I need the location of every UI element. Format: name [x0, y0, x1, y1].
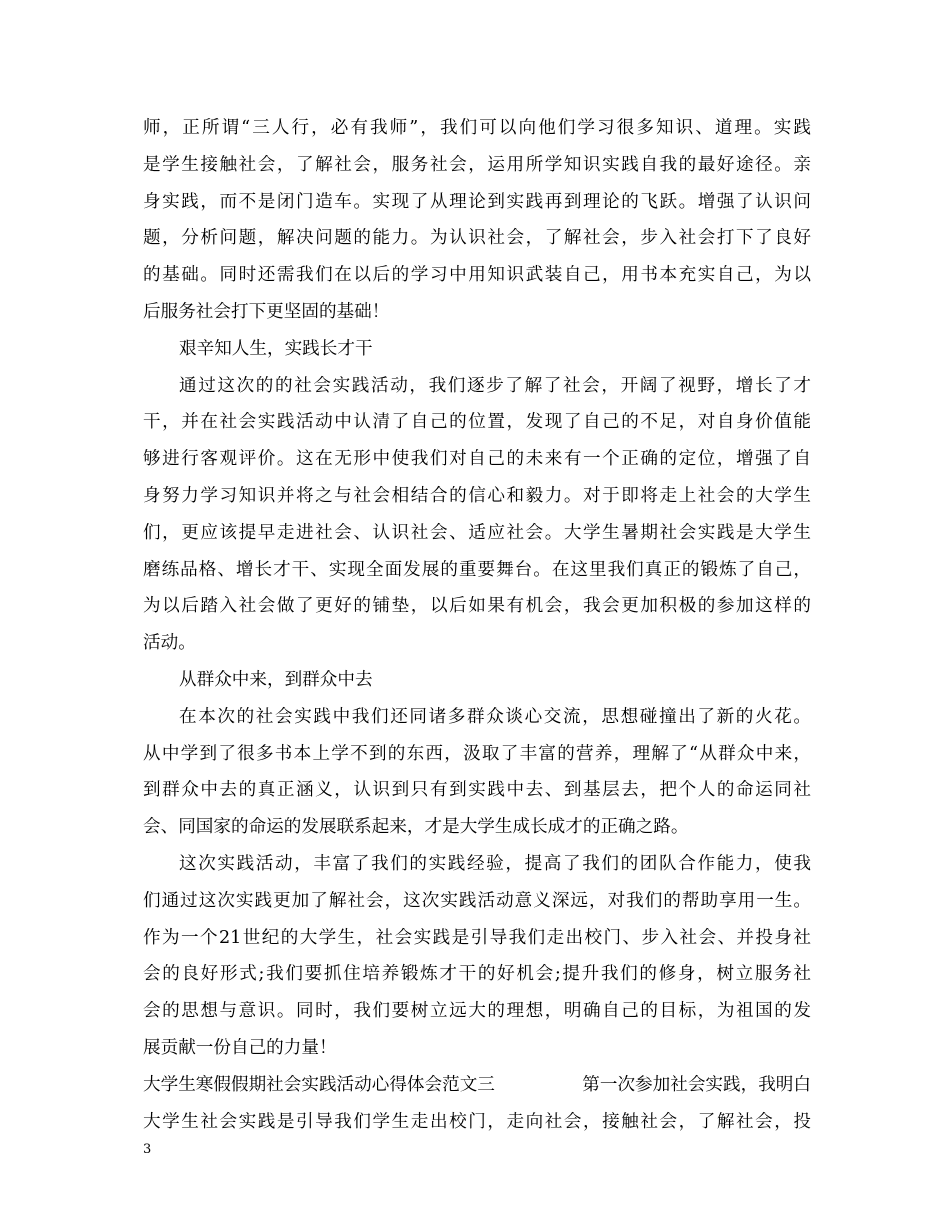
text-line: 从中学到了很多书本上学不到的东西，汲取了丰富的营养，理解了“从群众中来， [143, 743, 811, 764]
text-line: 后服务社会打下更坚固的基础！ [143, 301, 390, 322]
text-line [143, 1067, 811, 1104]
section-heading: 艰辛知人生，实践长才干 [179, 338, 373, 359]
text-line: 师，正所谓“三人行，必有我师”，我们可以向他们学习很多知识、道理。实践 [143, 118, 811, 138]
text-line: 到群众中去的真正涵义，认识到只有到实践中去、到基层去，把个人的命运同社 [143, 780, 811, 801]
text-line: 们，更应该提早走进社会、认识社会、适应社会。大学生暑期社会实践是大学生 [143, 522, 811, 543]
text-line: 作为一个21世纪的大学生，社会实践是引导我们走出校门、步入社会、并投身社 [143, 927, 811, 948]
text-line: 为以后踏入社会做了更好的铺垫，以后如果有机会，我会更加积极的参加这样的 [143, 596, 811, 617]
section-heading: 从群众中来，到群众中去 [179, 669, 373, 690]
text-line: 会的思想与意识。同时，我们要树立远大的理想，明确自己的目标，为祖国的发 [143, 1001, 811, 1022]
text-line: 身努力学习知识并将之与社会相结合的信心和毅力。对于即将走上社会的大学生 [143, 485, 811, 506]
text-line: 会的良好形式;我们要抓住培养锻炼才干的好机会;提升我们的修身，树立服务社 [143, 964, 811, 985]
text-line: 通过这次的的社会实践活动，我们逐步了解了社会，开阔了视野，增长了才 [179, 375, 811, 396]
article-title: 大学生寒假假期社会实践活动心得体会范文三 [143, 1074, 495, 1095]
text-line: 们通过这次实践更加了解社会，这次实践活动意义深远，对我们的帮助享用一生。 [143, 890, 811, 911]
text-segment: 第一次参加社会实践，我明白 [582, 1074, 811, 1095]
text-line: 是学生接触社会，了解社会，服务社会，运用所学知识实践自我的最好途径。亲 [143, 154, 811, 175]
text-line: 够进行客观评价。这在无形中使我们对自己的未来有一个正确的定位，增强了自 [143, 449, 811, 470]
text-line: 大学生社会实践是引导我们学生走出校门，走向社会，接触社会，了解社会，投 [143, 1111, 811, 1132]
text-line: 这次实践活动，丰富了我们的实践经验，提高了我们的团队合作能力，使我 [179, 853, 811, 874]
text-line: 身实践，而不是闭门造车。实现了从理论到实践再到理论的飞跃。增强了认识问 [143, 191, 811, 212]
text-line: 的基础。同时还需我们在以后的学习中用知识武装自己，用书本充实自己，为以 [143, 265, 811, 286]
text-line: 磨练品格、增长才干、实现全面发展的重要舞台。在这里我们真正的锻炼了自己， [143, 559, 811, 580]
text-line: 题，分析问题，解决问题的能力。为认识社会，了解社会，步入社会打下了良好 [143, 228, 811, 249]
text-line: 干，并在社会实践活动中认清了自己的位置，发现了自己的不足，对自身价值能 [143, 412, 811, 433]
text-line: 会、同国家的命运的发展联系起来，才是大学生成长成才的正确之路。 [143, 817, 689, 838]
text-line: 活动。 [143, 633, 196, 654]
text-line: 在本次的社会实践中我们还同诸多群众谈心交流，思想碰撞出了新的火花。 [179, 706, 811, 727]
text-line: 展贡献一份自己的力量！ [143, 1037, 337, 1058]
page-number: 3 [143, 1142, 152, 1157]
document-body [143, 110, 811, 1140]
